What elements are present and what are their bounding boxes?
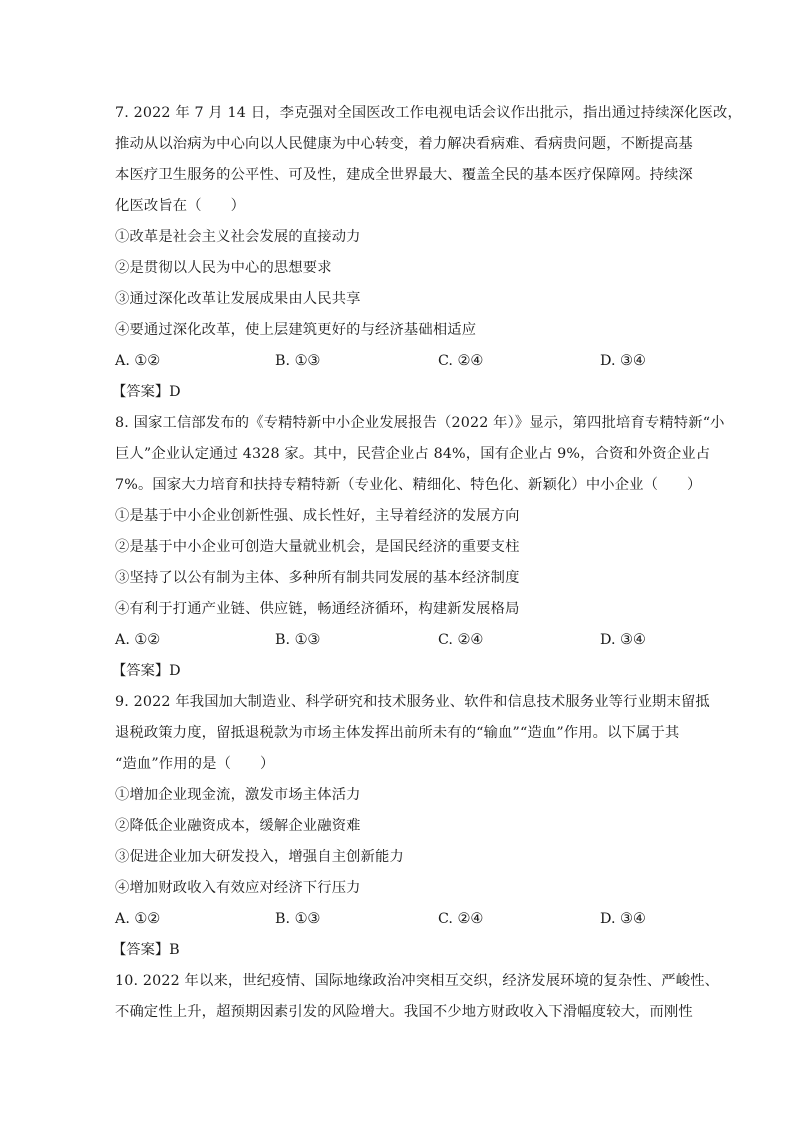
answer: 【答案】D bbox=[112, 384, 181, 400]
question-7 bbox=[112, 98, 742, 408]
question-stem-line: 10. 2022 年以来，世纪疫情、国际地缘政治冲突相互交织，经济发展环境的复杂性、严峻性、 bbox=[115, 973, 720, 989]
statement-2: ②是基于中小企业可创造大量就业机会，是国民经济的重要支柱 bbox=[115, 539, 520, 555]
question-stem-line: 退税政策力度，留抵退税款为市场主体发挥出前所未有的“输血”“造血”作用。以下属于其 bbox=[115, 725, 680, 741]
question-stem-line: “造血”作用的是（ ） bbox=[115, 756, 275, 772]
option-d: D. ③④ bbox=[600, 353, 646, 369]
option-c: C. ②④ bbox=[438, 632, 484, 648]
statement-3: ③促进企业加大研发投入，增强自主创新能力 bbox=[115, 849, 404, 865]
question-9 bbox=[112, 687, 710, 966]
question-stem-line: 9. 2022 年我国加大制造业、科学研究和技术服务业、软件和信息技术服务业等行业期末留抵 bbox=[115, 694, 710, 710]
question-stem-line: 化医改旨在（ ） bbox=[115, 198, 246, 214]
document-content bbox=[112, 98, 742, 1028]
statement-4: ④要通过深化改革，使上层建筑更好的与经济基础相适应 bbox=[115, 322, 477, 338]
option-d: D. ③④ bbox=[600, 632, 646, 648]
option-a: A. ①② bbox=[115, 632, 161, 648]
options-row bbox=[115, 346, 681, 377]
statement-3: ③通过深化改革让发展成果由人民共享 bbox=[115, 291, 361, 307]
option-c: C. ②④ bbox=[438, 911, 484, 927]
answer: 【答案】D bbox=[112, 663, 181, 679]
question-8 bbox=[112, 408, 725, 687]
statement-1: ①增加企业现金流，激发市场主体活力 bbox=[115, 787, 361, 803]
question-stem-line: 7%。国家大力培育和扶持专精特新（专业化、精细化、特色化、新颖化）中小企业（ ） bbox=[115, 477, 702, 493]
option-c: C. ②④ bbox=[438, 353, 484, 369]
statement-1: ①是基于中小企业创新性强、成长性好，主导着经济的发展方向 bbox=[115, 508, 520, 524]
option-d: D. ③④ bbox=[600, 911, 646, 927]
question-stem-line: 8. 国家工信部发布的《专精特新中小企业发展报告（2022 年）》显示，第四批培育专精特新“小 bbox=[115, 415, 725, 431]
question-stem-line: 不确定性上升，超预期因素引发的风险增大。我国不少地方财政收入下滑幅度较大，而刚性 bbox=[115, 1004, 693, 1020]
statement-2: ②是贯彻以人民为中心的思想要求 bbox=[115, 260, 332, 276]
question-stem-line: 推动从以治病为中心向以人民健康为中心转变，着力解决看病难、看病贵问题，不断提高基 bbox=[115, 136, 693, 152]
options-row bbox=[115, 904, 681, 935]
question-stem-line: 7. 2022 年 7 月 14 日，李克强对全国医改工作电视电话会议作出批示，指出通过持续深化医改， bbox=[115, 105, 742, 121]
statement-2: ②降低企业融资成本，缓解企业融资难 bbox=[115, 818, 361, 834]
question-10 bbox=[115, 966, 720, 1028]
option-a: A. ①② bbox=[115, 911, 161, 927]
option-b: B. ①③ bbox=[275, 911, 321, 927]
option-b: B. ①③ bbox=[275, 353, 321, 369]
question-stem-line: 本医疗卫生服务的公平性、可及性，建成全世界最大、覆盖全民的基本医疗保障网。持续深 bbox=[115, 167, 693, 183]
option-a: A. ①② bbox=[115, 353, 161, 369]
question-stem-line: 巨人”企业认定通过 4328 家。其中，民营企业占 84%，国有企业占 9%，合资和外资企业占 bbox=[115, 446, 711, 462]
statement-4: ④有利于打通产业链、供应链，畅通经济循环，构建新发展格局 bbox=[115, 601, 520, 617]
statement-3: ③坚持了以公有制为主体、多种所有制共同发展的基本经济制度 bbox=[115, 570, 520, 586]
statement-4: ④增加财政收入有效应对经济下行压力 bbox=[115, 880, 361, 896]
statement-1: ①改革是社会主义社会发展的直接动力 bbox=[115, 229, 361, 245]
answer: 【答案】B bbox=[112, 942, 180, 958]
options-row bbox=[115, 625, 681, 656]
option-b: B. ①③ bbox=[275, 632, 321, 648]
